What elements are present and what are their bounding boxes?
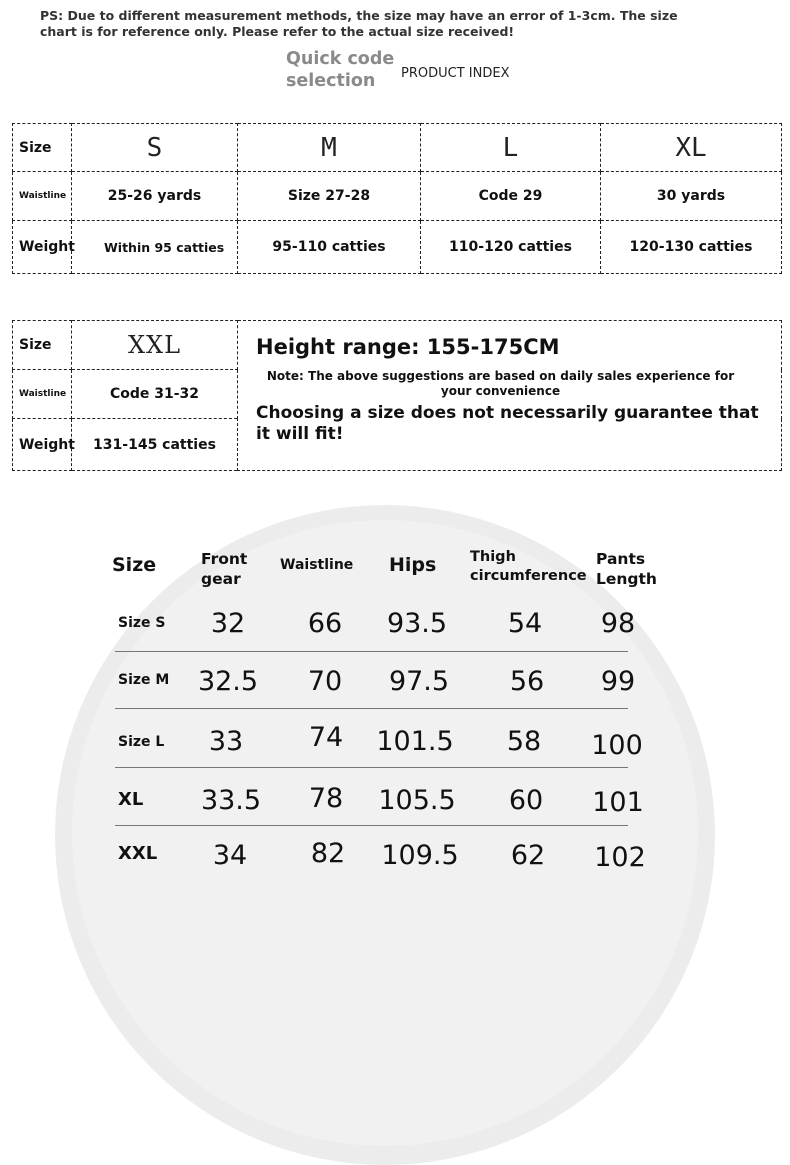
size-m: M	[238, 124, 421, 172]
waistline-xl: 78	[308, 783, 344, 814]
height-info-panel	[238, 321, 782, 471]
waistline-s: 66	[307, 608, 343, 639]
size-l: L	[421, 124, 601, 172]
row-label-size-s: Size S	[118, 615, 166, 631]
weight-s: Within 95 catties	[72, 221, 238, 274]
waist-xxl: Code 31-32	[72, 370, 238, 419]
row-label-size: Size	[13, 321, 72, 370]
sales-note-text: Note: The above suggestions are based on daily sales experience for your convenience	[266, 369, 735, 398]
thigh-l: 58	[506, 726, 542, 757]
size-row-xxl	[13, 321, 782, 370]
hips-m: 97.5	[388, 666, 450, 697]
size-guide-table-xxl	[12, 320, 782, 471]
waistline-row	[13, 172, 782, 221]
front-gear-m: 32.5	[197, 666, 259, 697]
thigh-s: 54	[507, 608, 543, 639]
hips-xl: 105.5	[378, 785, 456, 816]
hips-s: 93.5	[386, 608, 448, 639]
row-label-xxl: XXL	[118, 843, 158, 864]
quick-code-selection-title: Quick code selection	[286, 49, 395, 91]
row-label-size-l: Size L	[118, 734, 165, 750]
front-gear-l: 33	[208, 726, 244, 757]
row-label-waistline: Waistline	[13, 172, 72, 221]
row-label-weight: Weight	[13, 419, 72, 471]
waistline-m: 70	[307, 666, 343, 697]
waist-l: Code 29	[421, 172, 601, 221]
fit-warning-text: Choosing a size does not necessarily guarantee that it will fit!	[256, 403, 759, 444]
product-index-label: PRODUCT INDEX	[401, 66, 510, 81]
front-gear-s: 32	[210, 608, 246, 639]
size-xxl: XXL	[72, 321, 238, 370]
row-separator	[115, 767, 628, 768]
weight-row	[13, 221, 782, 274]
weight-xxl: 131-145 catties	[72, 419, 238, 471]
waist-m: Size 27-28	[238, 172, 421, 221]
waist-s: 25-26 yards	[72, 172, 238, 221]
thigh-xxl: 62	[510, 840, 546, 871]
row-separator	[115, 708, 628, 709]
row-label-waistline: Waistline	[13, 370, 72, 419]
size-s: S	[72, 124, 238, 172]
hips-l: 101.5	[376, 726, 454, 757]
header-hips: Hips	[389, 554, 437, 576]
row-label-weight: Weight	[13, 221, 72, 274]
height-range-text: Height range: 155-175CM	[256, 335, 560, 359]
pants-length-l: 100	[591, 730, 643, 761]
front-gear-xl: 33.5	[200, 785, 262, 816]
header-pants-length: Pants Length	[596, 550, 657, 588]
pants-length-xxl: 102	[594, 842, 646, 873]
row-label-size-m: Size M	[118, 672, 170, 688]
weight-xl: 120-130 catties	[601, 221, 782, 274]
hips-xxl: 109.5	[381, 840, 459, 871]
row-label-xl: XL	[118, 789, 144, 810]
pants-length-s: 98	[600, 608, 636, 639]
header-size: Size	[112, 554, 157, 576]
header-front-gear: Front gear	[201, 550, 248, 588]
header-thigh-circumference: Thigh circumference	[470, 549, 587, 584]
size-xl: XL	[601, 124, 782, 172]
size-guide-table	[12, 123, 782, 274]
weight-l: 110-120 catties	[421, 221, 601, 274]
waistline-l: 74	[308, 722, 344, 753]
waistline-xxl: 82	[310, 838, 346, 869]
thigh-xl: 60	[508, 785, 544, 816]
row-label-size: Size	[13, 124, 72, 172]
header-waistline: Waistline	[280, 557, 354, 573]
size-error-notice: PS: Due to different measurement methods, the size may have an error of 1-3cm. The size chart is for reference only. Please refer to the actual size received!	[40, 8, 678, 39]
weight-m: 95-110 catties	[238, 221, 421, 274]
size-row	[13, 124, 782, 172]
front-gear-xxl: 34	[212, 840, 248, 871]
thigh-m: 56	[509, 666, 545, 697]
pants-length-xl: 101	[592, 787, 644, 818]
row-separator	[115, 651, 628, 652]
pants-length-m: 99	[600, 666, 636, 697]
waist-xl: 30 yards	[601, 172, 782, 221]
row-separator	[115, 825, 628, 826]
